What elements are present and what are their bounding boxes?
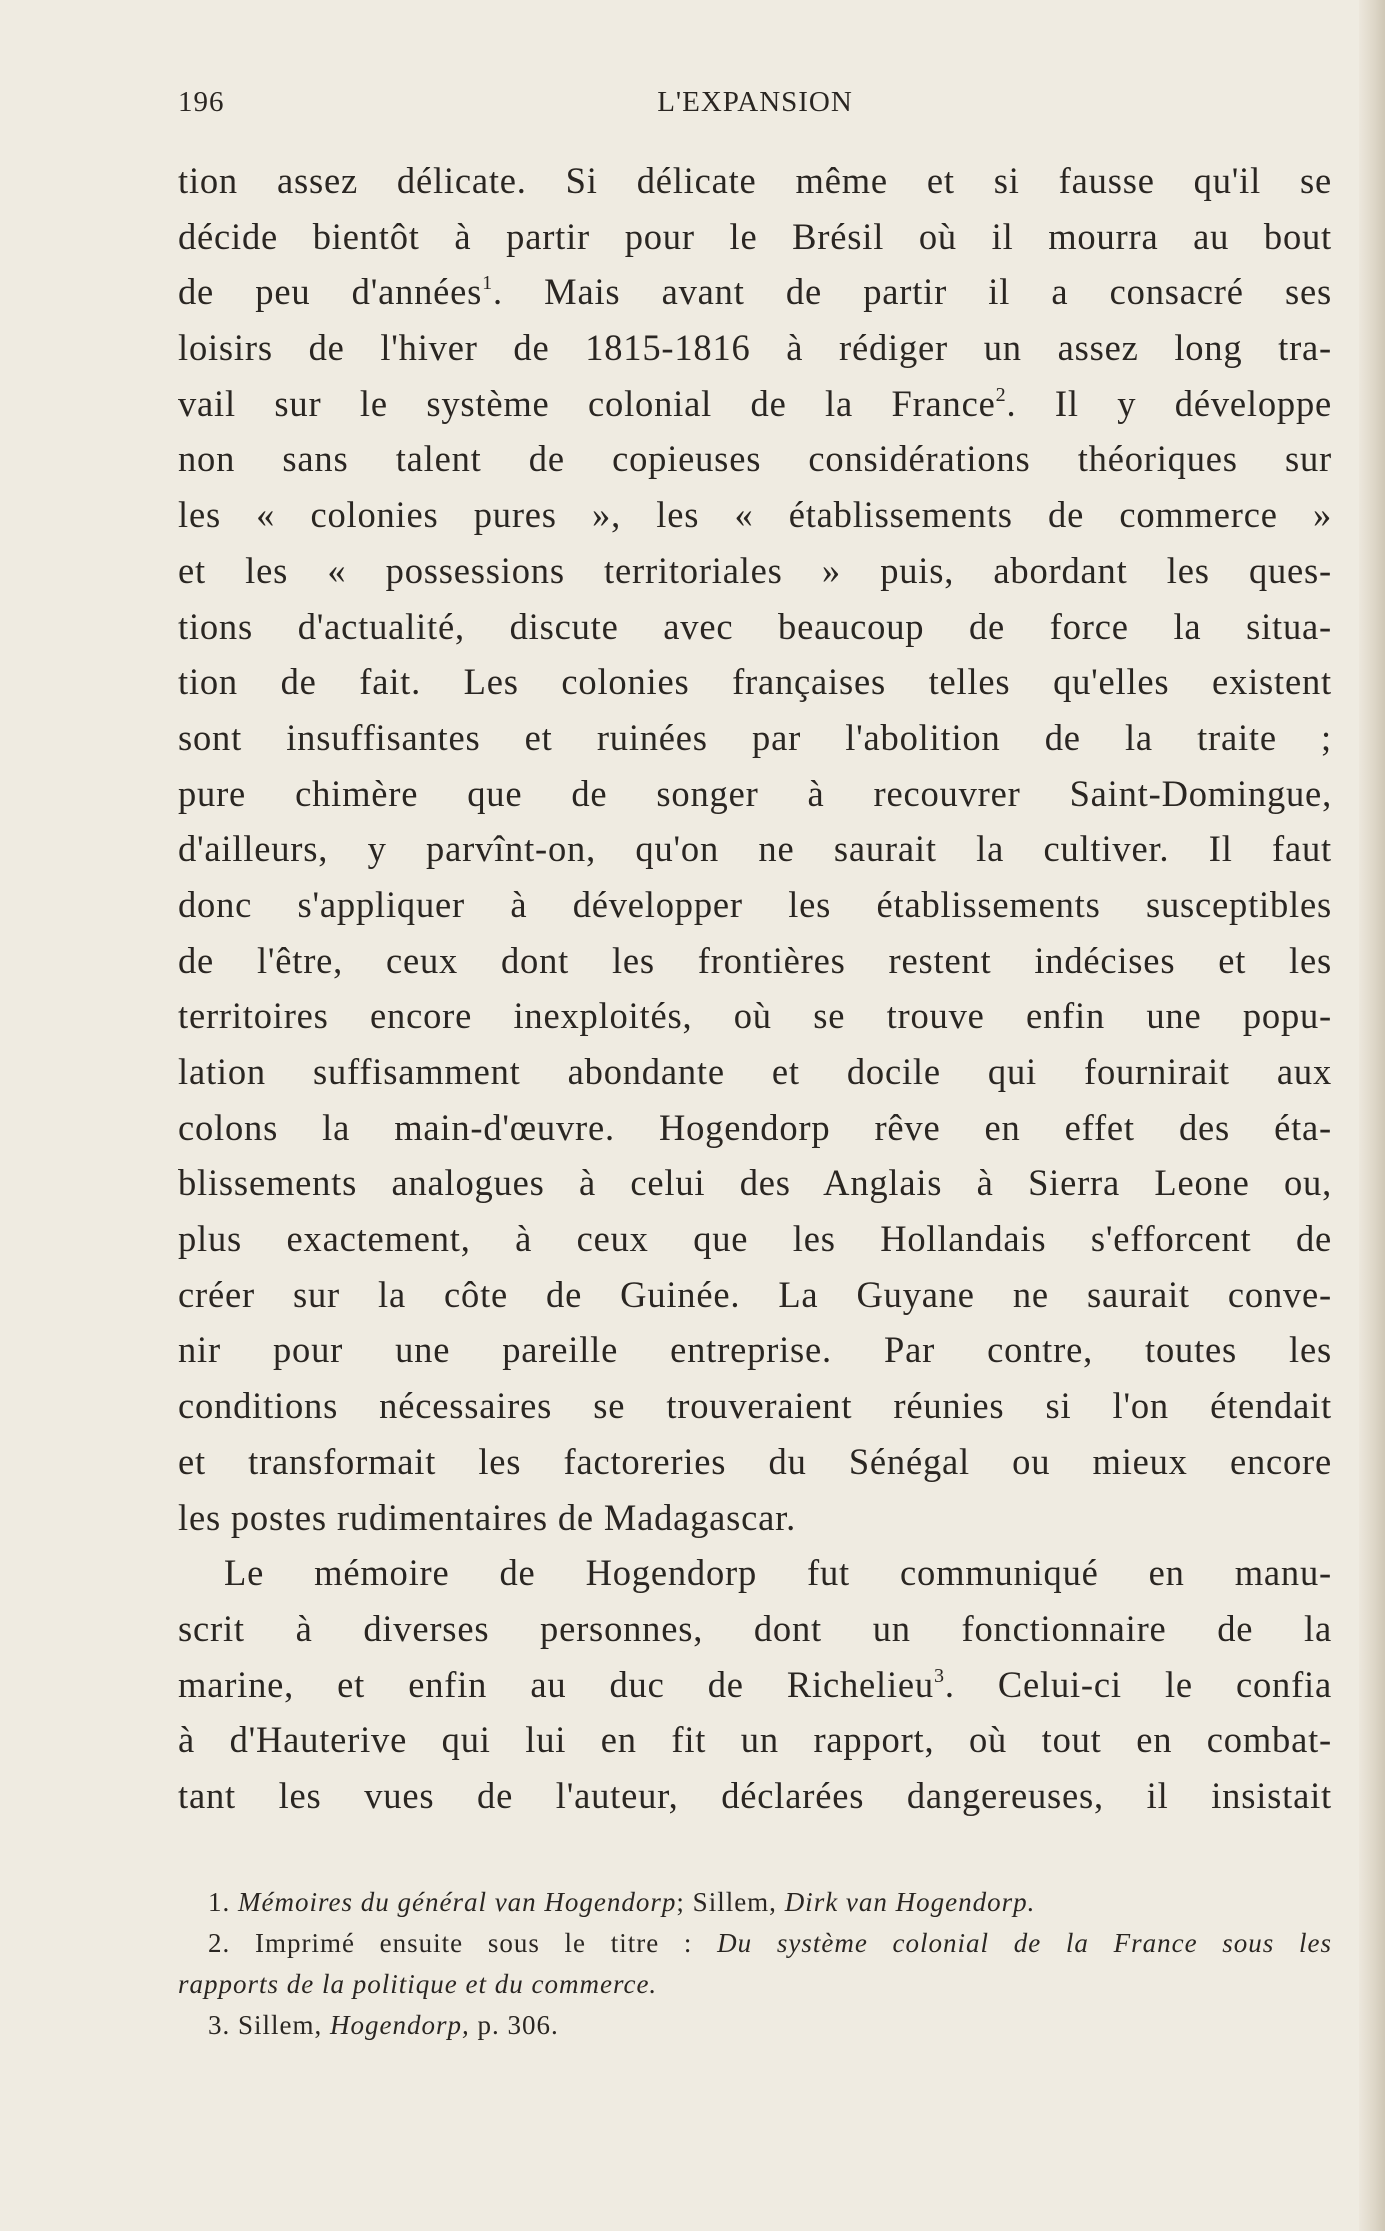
text-line: scrit à diverses personnes, dont un fonctionnaire de la: [178, 1607, 1332, 1649]
text-line: d'ailleurs, y parvînt-on, qu'on ne saurait la cultiver. Il faut: [178, 828, 1332, 870]
text-line: créer sur la côte de Guinée. La Guyane ne saurait conve-: [178, 1273, 1332, 1315]
text-line: pure chimère que de songer à recouvrer Saint-Domingue,: [178, 772, 1332, 814]
footnote-3: 3. Sillem, Hogendorp, p. 306.: [208, 2010, 559, 2040]
text-line: nir pour une pareille entreprise. Par contre, toutes les: [178, 1329, 1332, 1371]
text-line: vail sur le système colonial de la France$^2$. Il y développe: [178, 382, 1332, 424]
text-line: et transformait les factoreries du Sénégal ou mieux encore: [178, 1440, 1332, 1482]
text-line: donc s'appliquer à développer les établissements susceptibles: [178, 883, 1332, 925]
text-line: conditions nécessaires se trouveraient réunies si l'on étendait: [178, 1385, 1332, 1427]
text-line: tion assez délicate. Si délicate même et si fausse qu'il se: [178, 160, 1332, 201]
running-title: L'EXPANSION: [657, 86, 853, 118]
text-line: non sans talent de copieuses considérations théoriques sur: [178, 438, 1332, 480]
page-number: 196: [178, 86, 225, 118]
text-line: lation suffisamment abondante et docile qui fournirait aux: [178, 1051, 1332, 1092]
footnotes: [178, 1882, 1332, 2046]
footnote-ref-3[interactable]: 3: [933, 1664, 945, 1687]
footnote-2-continued: rapports de la politique et du commerce.: [178, 1969, 658, 1999]
text-line: marine, et enfin au duc de Richelieu$^3$. Celui-ci le confia: [178, 1663, 1332, 1705]
text-line: blissements analogues à celui des Anglais à Sierra Leone ou,: [178, 1162, 1332, 1204]
page-edge-shadow: [1359, 0, 1385, 2231]
text-line: sont insuffisantes et ruinées par l'abolition de la traite ;: [178, 716, 1332, 758]
running-head: [178, 86, 1332, 130]
text-line: les « colonies pures », les « établissements de commerce »: [178, 494, 1332, 536]
text-line: les postes rudimentaires de Madagascar.: [178, 1496, 797, 1538]
text-line: à d'Hauterive qui lui en fit un rapport, où tout en combat-: [178, 1719, 1332, 1761]
footnote-ref-1[interactable]: 1: [482, 272, 494, 295]
text-line: de l'être, ceux dont les frontières restent indécises et les: [178, 939, 1332, 981]
text-line: colons la main-d'œuvre. Hogendorp rêve en effet des éta-: [178, 1106, 1332, 1148]
body-text: [178, 153, 1332, 1824]
text-line: décide bientôt à partir pour le Brésil où il mourra au bout: [178, 215, 1332, 257]
text-line: territoires encore inexploités, où se trouve enfin une popu-: [178, 995, 1332, 1037]
text-line: tant les vues de l'auteur, déclarées dangereuses, il insistait: [178, 1774, 1332, 1816]
paragraph-start-line: Le mémoire de Hogendorp fut communiqué en manu-: [224, 1552, 1332, 1594]
footnote-1: 1. Mémoires du général van Hogendorp; Sillem, Dirk van Hogendorp.: [208, 1887, 1036, 1917]
footnote-ref-2[interactable]: 2: [995, 383, 1007, 406]
text-line: tion de fait. Les colonies françaises telles qu'elles existent: [178, 661, 1332, 703]
footnote-2: 2. Imprimé ensuite sous le titre : Du système colonial de la France sous les: [208, 1928, 1333, 1958]
text-line: tions d'actualité, discute avec beaucoup de force la situa-: [178, 605, 1332, 647]
text-line: de peu d'années$^1$. Mais avant de partir il a consacré ses: [178, 271, 1332, 313]
text-line: plus exactement, à ceux que les Hollandais s'efforcent de: [178, 1218, 1332, 1260]
text-line: et les « possessions territoriales » puis, abordant les ques-: [178, 549, 1332, 591]
text-line: loisirs de l'hiver de 1815-1816 à rédiger un assez long tra-: [178, 327, 1332, 369]
